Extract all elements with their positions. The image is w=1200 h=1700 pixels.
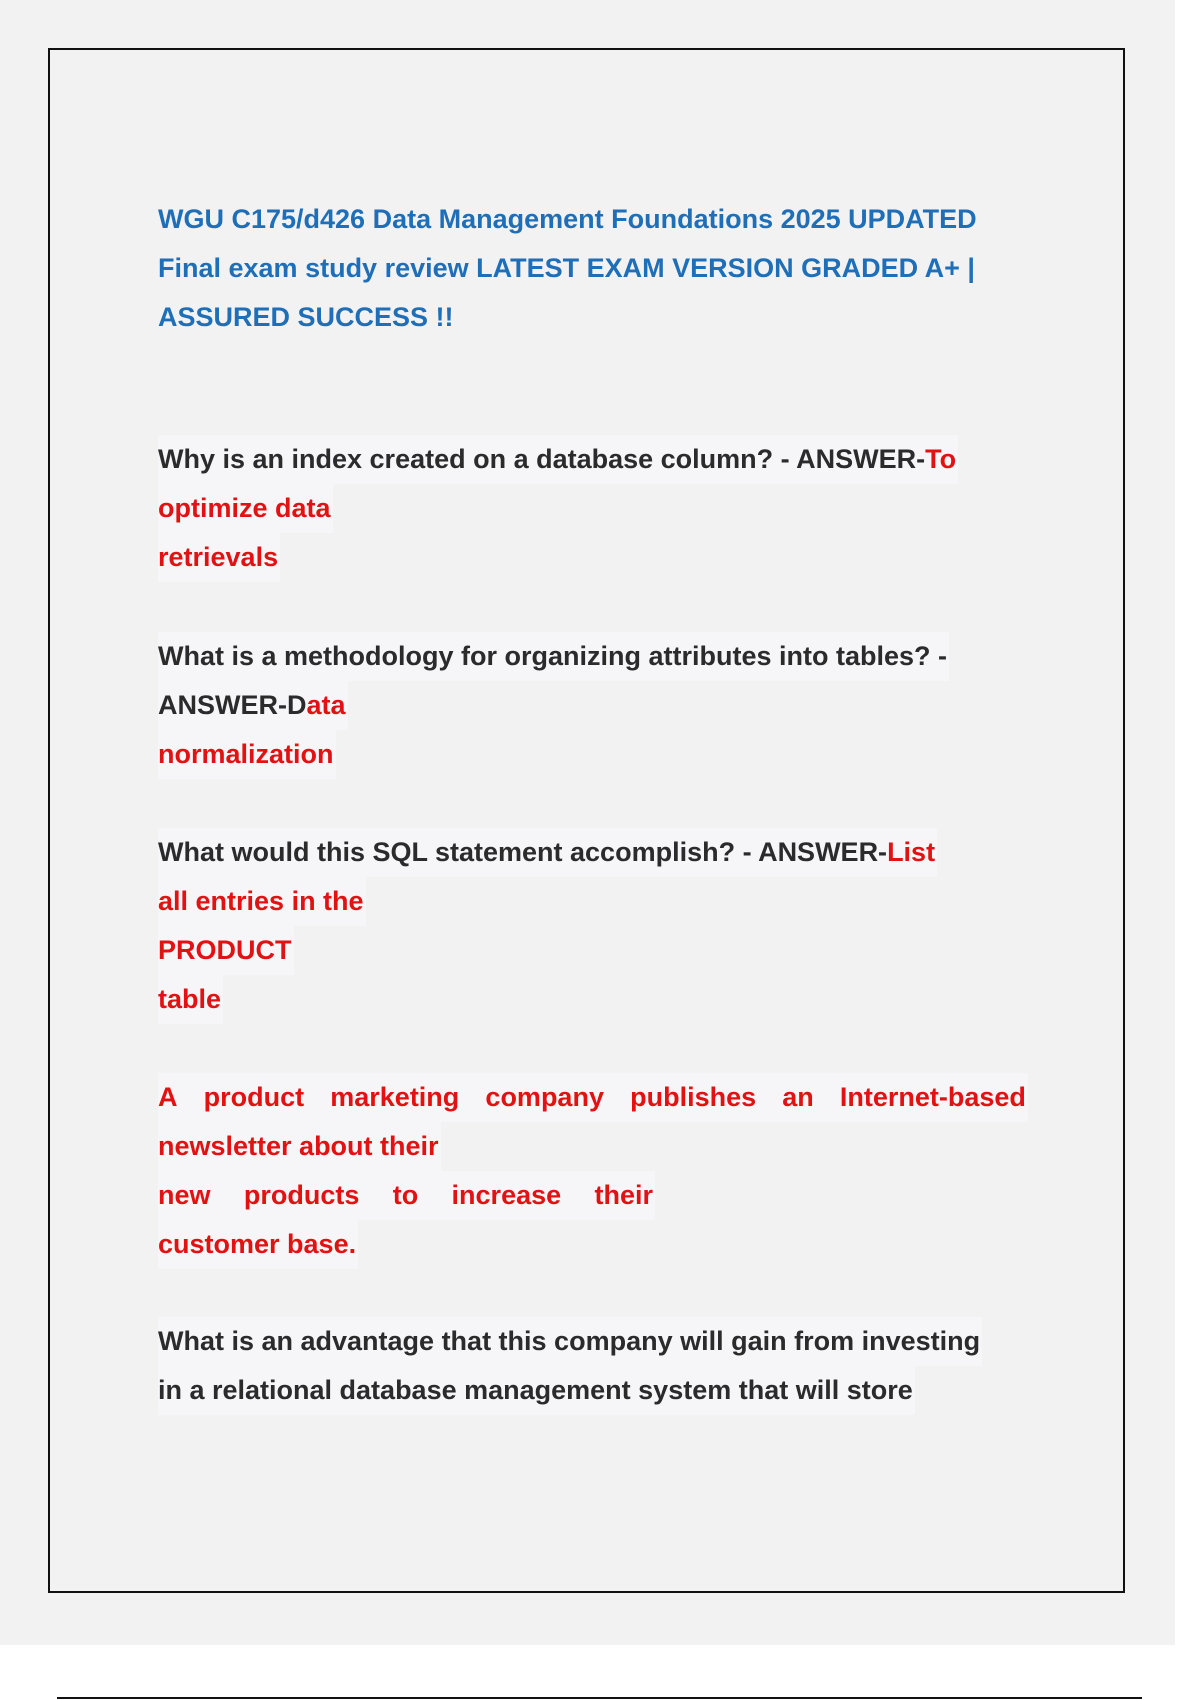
answer-text: all entries in the: [158, 877, 366, 926]
question-text: What is a methodology for organizing attributes into tables? -: [158, 632, 949, 681]
scenario-word: new: [158, 1180, 211, 1210]
document-title: [158, 195, 977, 342]
answer-text: ata: [306, 690, 346, 720]
scenario-word: increase: [451, 1180, 562, 1210]
scenario-word: their: [594, 1180, 653, 1210]
scenario-word: Internet-based: [839, 1082, 1026, 1112]
scenario-paragraph: [158, 1073, 1026, 1269]
answer-text: PRODUCT: [158, 926, 294, 975]
scenario-word: company: [485, 1082, 604, 1112]
scenario-line-1: [158, 1073, 1028, 1122]
question-text: What would this SQL statement accomplish? - ANSWER-: [158, 837, 888, 867]
title-line-3: ASSURED SUCCESS !!: [158, 302, 454, 332]
title-line-2: Final exam study review LATEST EXAM VERSION GRADED A+ |: [158, 253, 975, 283]
scenario-word: marketing: [330, 1082, 460, 1112]
answer-text: table: [158, 975, 223, 1024]
answer-text: To: [925, 444, 957, 474]
scenario-word: A: [158, 1082, 178, 1112]
question-text: in a relational database management system that will store: [158, 1366, 915, 1415]
title-line-1: WGU C175/d426 Data Management Foundations 2025 UPDATED: [158, 204, 977, 234]
scenario-line-2: newsletter about their: [158, 1122, 441, 1171]
qa-item-1: [158, 435, 958, 582]
next-question: [158, 1317, 982, 1415]
scenario-word: publishes: [630, 1082, 757, 1112]
question-text: ANSWER-D: [158, 690, 307, 720]
answer-text: retrievals: [158, 533, 280, 582]
scenario-word: to: [392, 1180, 419, 1210]
answer-text: List: [887, 837, 936, 867]
answer-text: optimize data: [158, 484, 333, 533]
question-text: Why is an index created on a database column? - ANSWER-: [158, 444, 926, 474]
scenario-word: product: [203, 1082, 305, 1112]
qa-item-2: [158, 632, 949, 779]
scenario-word: products: [243, 1180, 360, 1210]
scenario-line-4: customer base.: [158, 1220, 358, 1269]
scenario-word: an: [782, 1082, 814, 1112]
scenario-line-3: [158, 1171, 655, 1220]
bottom-divider: [57, 1697, 1142, 1699]
answer-text: normalization: [158, 730, 336, 779]
question-text: What is an advantage that this company will gain from investing: [158, 1317, 982, 1366]
qa-item-3: [158, 828, 937, 1024]
